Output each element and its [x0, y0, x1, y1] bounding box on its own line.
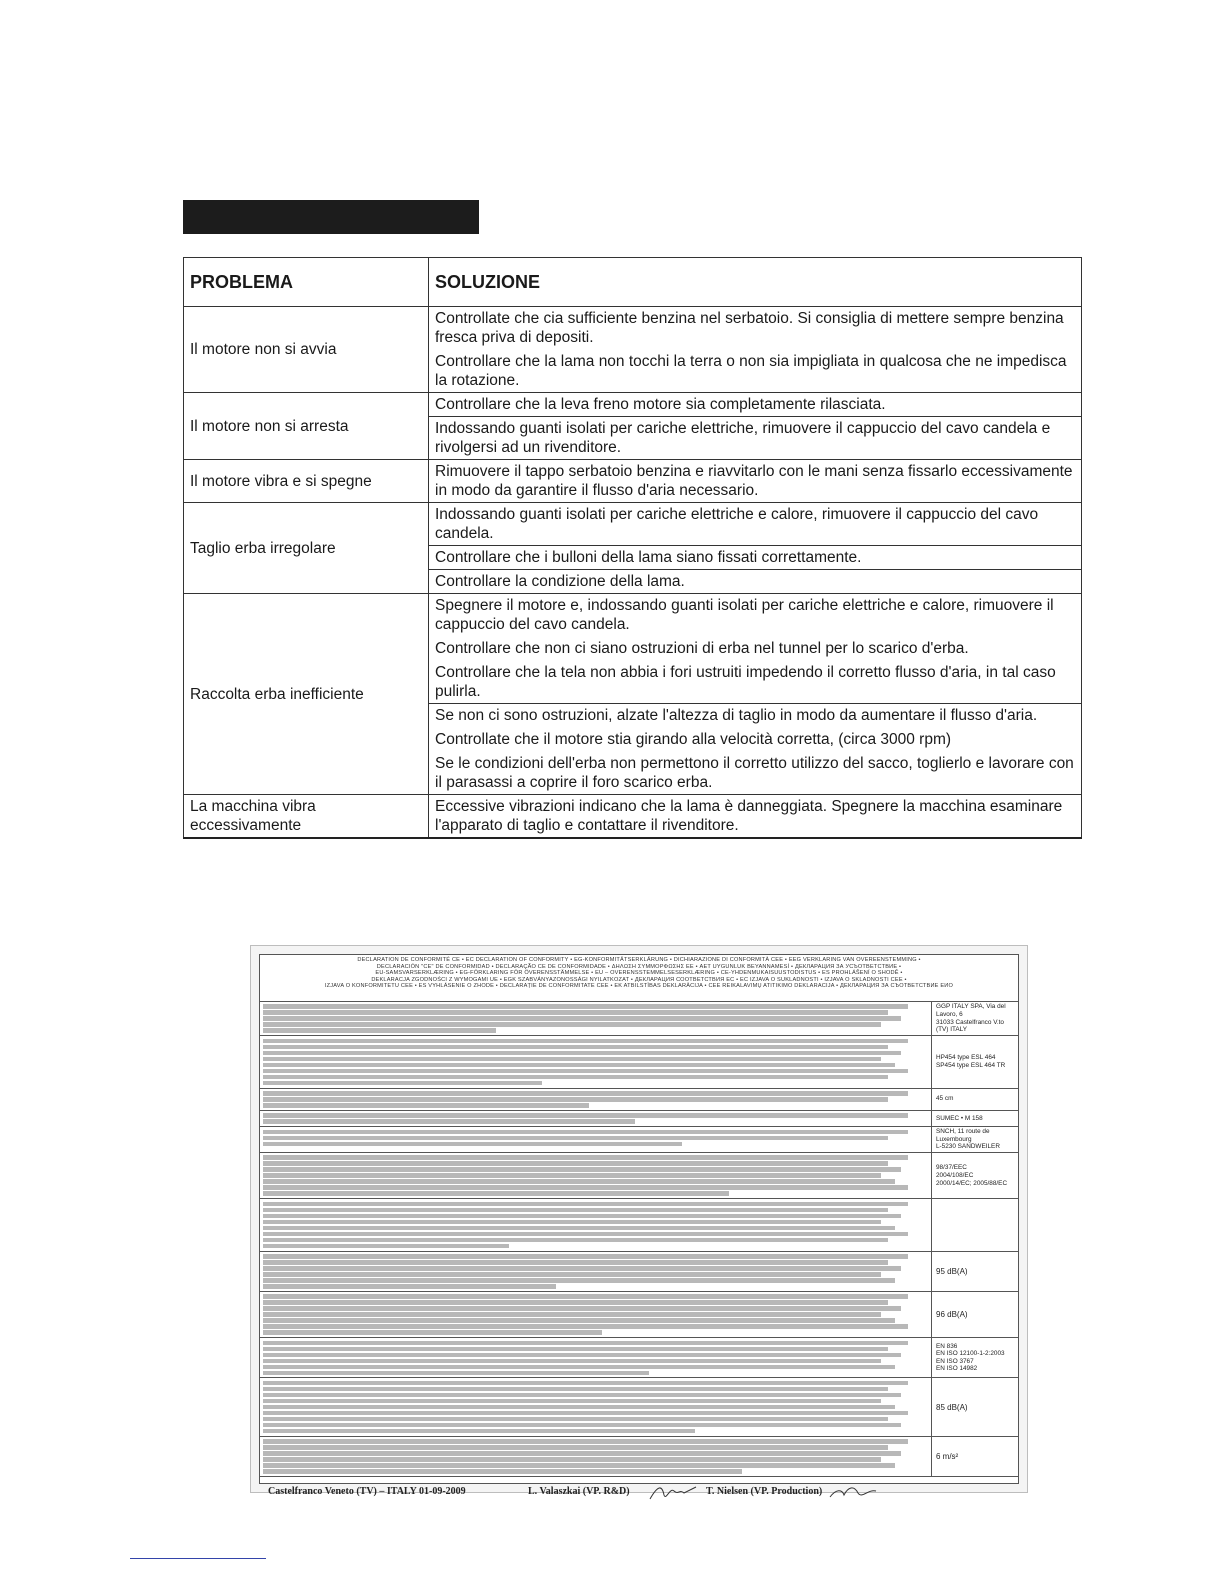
table-header-row [184, 258, 1082, 307]
declaration-value-text: EN 836 [936, 1342, 958, 1350]
declaration-value [932, 1002, 1018, 1035]
place-date: Castelfranco Veneto (TV) – ITALY 01-09-2009 [268, 1485, 466, 1497]
declaration-title-line: IZJAVA O KONFORMITETU CEE • ES VYHLÁSENIE O ZHODE • DECLARAȚIE DE CONFORMITATE CEE • EK ATBILSTĪBAS DEKLARĀCIJA • CEE REIKALAVIMŲ ATITIKIMO DEKLARACIJA • ДЕКЛАРАЦИЯ ЗА СЪОТВЕТСТВИЕ ЕИО [324, 983, 954, 990]
solution-cell [429, 503, 1082, 546]
solution-cell [429, 417, 1082, 460]
signatory-production: T. Nielsen (VP. Production) [706, 1485, 823, 1497]
solution-cell [429, 307, 1082, 393]
solution-cell [429, 704, 1082, 795]
signature-1-icon [648, 1481, 698, 1503]
solution-text: Controllare che i bulloni della lama siano fissati correttamente. [435, 549, 862, 566]
ce-declaration-image [250, 945, 1028, 1497]
declaration-value-text: GGP ITALY SPA, Via del Lavoro, 6 [936, 1003, 1006, 1019]
troubleshooting-table [183, 257, 1082, 839]
solution-text: Controllare che la leva freno motore sia completamente rilasciata. [435, 396, 886, 413]
declaration-title-line: EU-SAMSVARSERKLÆRING • EG-FÖRKLARING FÖR ÖVERENSSTÄMMELSE • EU – OVERENSSTEMMELSESERKLÆRING • CE-YHDENMUKAISUUSTODISTUS • ES PROHLÁŠENÍ O SHODĚ • [375, 970, 903, 977]
problem-cell: Il motore non si avvia [184, 307, 429, 393]
signature-2-icon [828, 1481, 878, 1503]
declaration-row [260, 1153, 1018, 1199]
declaration-fine-print [260, 1002, 932, 1035]
declaration-value [932, 1199, 1018, 1250]
solution-text: Controllare che la tela non abbia i fori ustruiti impedendo il corretto flusso d'aria, in tal caso pulirla. [435, 664, 1056, 700]
declaration-value-text: SNCH, 11 route de Luxembourg [936, 1128, 990, 1143]
table-row [184, 460, 1082, 503]
solution-text: Controllare che non ci siano ostruzioni di erba nel tunnel per lo scarico d'erba. [435, 640, 969, 657]
declaration-value [932, 1292, 1018, 1337]
declaration-value-text: EN ISO 3767 [936, 1357, 974, 1365]
declaration-row [260, 1338, 1018, 1378]
declaration-value-text: HP454 type ESL 464 [936, 1054, 996, 1062]
declaration-fine-print [260, 1089, 932, 1110]
solution-text: Controllare che la lama non tocchi la terra o non sia impigliata in qualcosa che ne impedisca la rotazione. [435, 353, 1067, 389]
table-row [184, 393, 1082, 417]
problem-cell: Raccolta erba inefficiente [184, 594, 429, 795]
solution-text: Se non ci sono ostruzioni, alzate l'altezza di taglio in modo da aumentare il flusso d'aria. [435, 707, 1038, 724]
declaration-value-text: 96 dB(A) [936, 1310, 968, 1320]
declaration-row [260, 1111, 1018, 1127]
declaration-value [932, 1252, 1018, 1291]
declaration-value-text: EN ISO 12100-1-2:2003 [936, 1350, 1005, 1358]
declaration-row [260, 1292, 1018, 1338]
declaration-value [932, 1437, 1018, 1476]
declaration-value-text: 45 cm [936, 1095, 954, 1103]
declaration-value-text: 6 m/s² [936, 1451, 959, 1461]
solution-text: Spegnere il motore e, indossando guanti isolati per cariche elettriche e calore, rimuovere il cappuccio del cavo candela. [435, 597, 1054, 633]
solution-text: Eccessive vibrazioni indicano che la lama è danneggiata. Spegnere la macchina esaminare l'apparato di taglio e contattare il rivenditore. [435, 798, 1063, 834]
declaration-value-text: 31033 Castelfranco V.to (TV) ITALY [936, 1018, 1004, 1034]
ce-signature-row [260, 1477, 1018, 1507]
declaration-fine-print [260, 1338, 932, 1377]
ce-declaration-sheet [259, 954, 1019, 1497]
declaration-fine-print [260, 1036, 932, 1087]
solution-cell [429, 594, 1082, 704]
declaration-fine-print [260, 1127, 932, 1152]
solution-text: Rimuovere il tappo serbatoio benzina e riavvitarlo con le mani senza fissarlo eccessivamente in modo da garantire il flusso d'aria necessario. [435, 463, 1073, 499]
declaration-value [932, 1153, 1018, 1198]
header-solution: SOLUZIONE [429, 258, 1082, 307]
declaration-fine-print [260, 1252, 932, 1291]
section-header-bar [183, 200, 479, 234]
declaration-row [260, 1002, 1018, 1036]
declaration-value [932, 1378, 1018, 1435]
declaration-value-text: SP454 type ESL 464 TR [936, 1061, 1006, 1069]
table-row [184, 795, 1082, 839]
declaration-value-text: 2004/108/EC [936, 1171, 974, 1179]
solution-text: Indossando guanti isolati per cariche elettriche e calore, rimuovere il cappuccio del cavo candela. [435, 506, 1039, 542]
solution-cell [429, 570, 1082, 594]
problem-cell: Il motore vibra e si spegne [184, 460, 429, 503]
declaration-row [260, 1252, 1018, 1292]
signatory-rd: L. Valaszkai (VP. R&D) [528, 1485, 630, 1497]
problem-cell: Il motore non si arresta [184, 393, 429, 460]
declaration-row [260, 1437, 1018, 1477]
solution-cell [429, 460, 1082, 503]
declaration-fine-print [260, 1153, 932, 1198]
declaration-fine-print [260, 1437, 932, 1476]
declaration-value [932, 1089, 1018, 1110]
ce-declaration-rows [260, 1002, 1018, 1477]
declaration-value-text: 2000/14/EC; 2005/88/EC [936, 1179, 1008, 1187]
declaration-value-text: SUMEC • M 158 [936, 1114, 983, 1122]
solution-cell [429, 393, 1082, 417]
declaration-value-text: L-5230 SANDWEILER [936, 1143, 1000, 1151]
table-row [184, 307, 1082, 393]
header-problem: PROBLEMA [184, 258, 429, 307]
declaration-value-text: 98/37/EEC [936, 1164, 967, 1172]
footer-underline [130, 1558, 266, 1559]
declaration-value [932, 1111, 1018, 1126]
declaration-value-text: 95 dB(A) [936, 1266, 968, 1276]
solution-cell [429, 546, 1082, 570]
declaration-value [932, 1127, 1018, 1152]
declaration-row [260, 1127, 1018, 1153]
solution-text: Indossando guanti isolati per cariche elettriche, rimuovere il cappuccio del cavo candela e rivolgersi ad un rivenditore. [435, 420, 1051, 456]
declaration-row [260, 1036, 1018, 1088]
solution-cell [429, 795, 1082, 839]
table-row [184, 594, 1082, 704]
problem-cell: Taglio erba irregolare [184, 503, 429, 594]
declaration-value-text: EN ISO 14982 [936, 1365, 978, 1373]
declaration-value [932, 1338, 1018, 1377]
problem-cell: La macchina vibra eccessivamente [184, 795, 429, 839]
declaration-value [932, 1036, 1018, 1087]
declaration-row [260, 1089, 1018, 1111]
declaration-row [260, 1378, 1018, 1436]
solution-text: Controllare la condizione della lama. [435, 573, 685, 590]
declaration-value-text: 85 dB(A) [936, 1402, 968, 1412]
troubleshooting-body [184, 307, 1082, 839]
declaration-fine-print [260, 1111, 932, 1126]
solution-text: Controllate che il motore stia girando alla velocità corretta, (circa 3000 rpm) [435, 731, 952, 748]
solution-text: Controllate che cia sufficiente benzina nel serbatoio. Si consiglia di mettere sempre benzina fresca priva di depositi. [435, 310, 1064, 346]
ce-declaration-header [260, 955, 1018, 1002]
declaration-row [260, 1199, 1018, 1251]
declaration-title-line: DECLARATION DE CONFORMITÉ CE • EC DECLARATION OF CONFORMITY • EG-KONFORMITÄTSERKLÄRUNG • DICHIARAZIONE DI CONFORMITÀ CEE • EEG VERKLARING VAN OVEREENSTEMMING • [357, 957, 921, 963]
solution-text: Se le condizioni dell'erba non permettono il corretto utilizzo del sacco, toglierlo e lavorare con il parasassi a coprire il foro scarico erba. [435, 755, 1074, 791]
declaration-title-line: DECLARACIÓN "CE" DE CONFORMIDAD • DECLARAÇÃO CE DE CONFORMIDADE • ΔΗΛΩΣΗ ΣΥΜΜΟΡΦΩΣΗΣ ΕΕ • AET UYGUNLUK BEYANNAMESİ • ДЕКЛАРАЦИЯ ЗА УСЪОТВЕТСТВИЕ • [376, 963, 902, 970]
declaration-title-line: DEKLARACJA ZGODNOŚCI Z WYMOGAMI UE • EGK SZABVÁNYAZONOSSÁGI NYILATKOZAT • ДЕКЛАРАЦИЯ СООТВЕТСТВИЯ ЕС • EC IZJAVA O SUKLADNOSTI • IZJAVA O SKLADNOSTI CEE • [371, 976, 907, 983]
declaration-fine-print [260, 1292, 932, 1337]
declaration-fine-print [260, 1199, 932, 1250]
declaration-fine-print [260, 1378, 932, 1435]
table-row [184, 503, 1082, 546]
